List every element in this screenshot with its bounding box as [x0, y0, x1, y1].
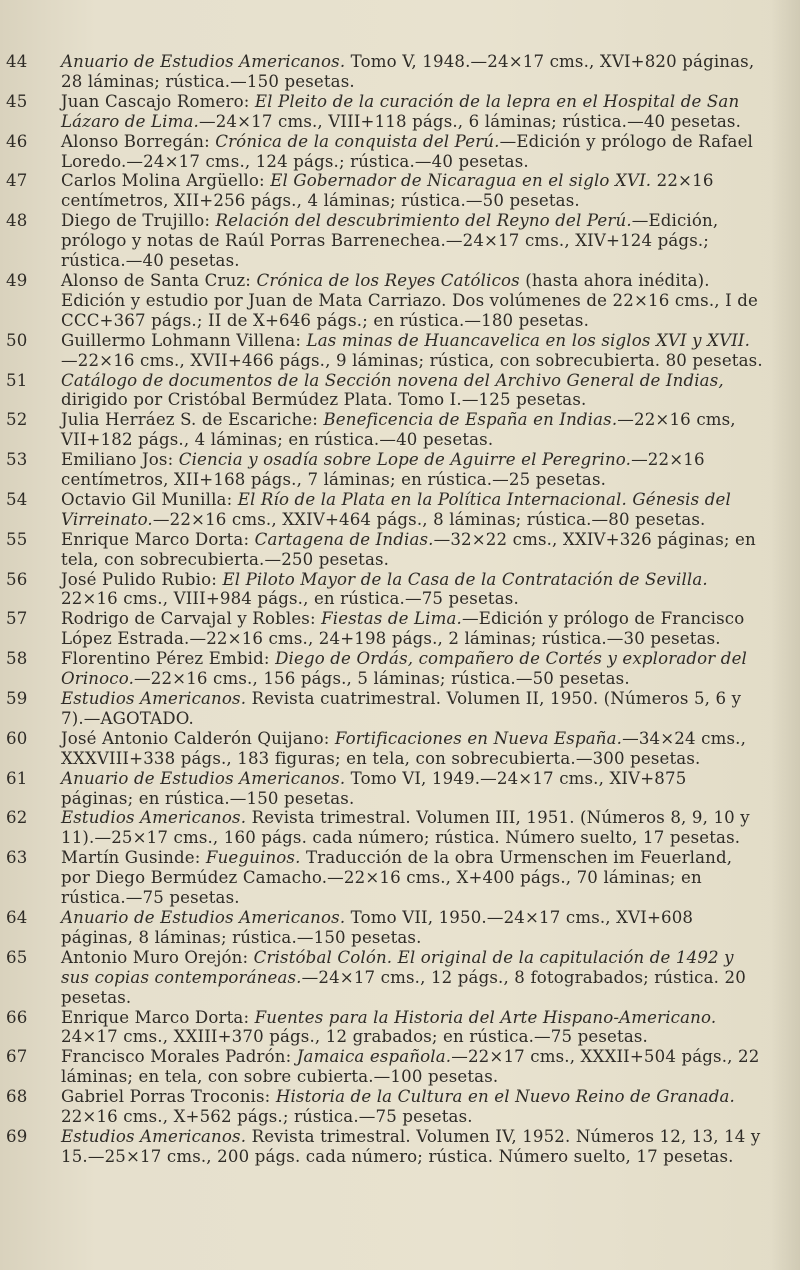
entry-details: —24×17 cms., 12 págs., 8 fotograbados; rústica. 20 pesetas. [61, 967, 746, 1007]
entry-number: 44 [6, 52, 28, 71]
list-item [0, 410, 800, 450]
entry-details: —Edición y prólogo de Rafael Loredo.—24×17 cms., 124 págs.; rústica.—40 pesetas. [61, 131, 753, 171]
entry-number: 59 [6, 689, 28, 708]
entry-title: El Río de la Plata en la Política Internacional. Génesis del Virreinato. [61, 489, 731, 529]
list-item [0, 1087, 800, 1127]
list-item [0, 609, 800, 649]
entry-details: Traducción de la obra Urmenschen im Feuerland, por Diego Bermúdez Camacho.—22×16 cms., X+400 págs., 70 láminas; en rústica.—75 pesetas. [61, 848, 733, 908]
entry-text [61, 948, 764, 1008]
entry-title: Relación del descubrimiento del Reyno del Perú. [215, 211, 632, 231]
entry-number: 56 [6, 569, 28, 589]
list-item [0, 371, 800, 411]
entry-text [61, 410, 764, 450]
entry-number: 54 [6, 489, 28, 509]
entry-text [61, 808, 764, 848]
list-item [0, 649, 800, 689]
entry-text [61, 908, 764, 948]
entry-number: 49 [6, 270, 28, 290]
entry-details: —Edición, prólogo y notas de Raúl Porras Barrenechea.—24×17 cms., XIV+124 págs.; rústica.—40 pesetas. [61, 211, 719, 271]
entry-title: Jamaica española. [296, 1047, 452, 1067]
entry-title: Las minas de Huancavelica en los siglos XVI y XVII. [306, 330, 751, 350]
entry-author: Rodrigo de Carvajal y Robles: [61, 609, 322, 629]
entry-title: El Pleito de la curación de la lepra en el Hospital de San Lázaro de Lima. [61, 91, 740, 131]
entry-text [61, 450, 764, 490]
entry-title: Historia de la Cultura en el Nuevo Reino de Granada. [275, 1087, 735, 1107]
entry-details: dirigido por Cristóbal Bermúdez Plata. Tomo I.—125 pesetas. [61, 390, 587, 410]
entry-number: 50 [6, 330, 28, 350]
entry-title: Estudios Americanos. [61, 1126, 247, 1146]
entry-author: José Pulido Rubio: [61, 569, 223, 589]
entry-text [61, 769, 764, 809]
list-item [0, 908, 800, 948]
entry-number: 58 [6, 649, 28, 669]
list-item [0, 769, 800, 809]
entry-title: Estudios Americanos. [61, 808, 247, 828]
entry-title: El Piloto Mayor de la Casa de la Contratación de Sevilla. [222, 569, 708, 589]
entry-title: Crónica de la conquista del Perú. [215, 131, 500, 151]
entry-number: 55 [6, 529, 28, 549]
page-edge-shadow [770, 0, 800, 1270]
entry-text [61, 271, 764, 331]
entry-number: 66 [6, 1007, 28, 1027]
entry-details: —22×16 centímetros, XII+168 págs., 7 láminas; en rústica.—25 pesetas. [61, 450, 705, 490]
entry-title: Fortificaciones en Nueva España. [334, 728, 623, 748]
entry-details: —32×22 cms., XXIV+326 páginas; en tela, con sobrecubierta.—250 pesetas. [61, 529, 756, 569]
entry-details: Revista trimestral. Volumen IV, 1952. Números 12, 13, 14 y 15.—25×17 cms., 200 págs. cada número; rústica. Número suelto, 17 pesetas. [61, 1126, 761, 1166]
entry-title: Beneficencia de España en Indias. [323, 410, 618, 430]
entry-details: Tomo VII, 1950.—24×17 cms., XVI+608 páginas, 8 láminas; rústica.—150 pesetas. [61, 907, 694, 947]
entry-number: 48 [6, 211, 28, 231]
entry-title: Estudios Americanos. [61, 689, 247, 708]
entry-title: Anuario de Estudios Americanos. [61, 907, 346, 927]
entry-author: Julia Herráez S. de Escariche: [61, 410, 324, 430]
entry-author: Octavio Gil Munilla: [61, 489, 238, 509]
entry-author: Enrique Marco Dorta: [61, 1007, 255, 1027]
entry-number: 63 [6, 848, 28, 868]
entry-author: Florentino Pérez Embid: [61, 649, 276, 669]
entry-text [61, 1127, 764, 1167]
list-item [0, 1127, 800, 1167]
entry-details: Revista trimestral. Volumen III, 1951. (Números 8, 9, 10 y 11).—25×17 cms., 160 págs. cada número; rústica. Número suelto, 17 pesetas. [61, 808, 750, 848]
list-item [0, 570, 800, 610]
entry-number: 46 [6, 131, 28, 151]
entry-number: 53 [6, 450, 28, 470]
entry-author: Martín Gusinde: [61, 848, 206, 868]
list-item [0, 948, 800, 1008]
entry-details: —24×17 cms., VIII+118 págs., 6 láminas; rústica.—40 pesetas. [198, 111, 742, 131]
entry-details: Tomo VI, 1949.—24×17 cms., XIV+875 páginas; en rústica.—150 pesetas. [61, 768, 687, 808]
list-item [0, 52, 800, 92]
entry-title: Cartagena de Indias. [254, 529, 434, 549]
list-item [0, 271, 800, 331]
entry-details: —22×16 cms., XXIV+464 págs., 8 láminas; rústica.—80 pesetas. [152, 509, 706, 529]
list-item [0, 1008, 800, 1048]
entry-author: Diego de Trujillo: [61, 211, 216, 231]
entry-number: 69 [6, 1126, 28, 1146]
list-item [0, 848, 800, 908]
entry-text [61, 171, 764, 211]
entry-text [61, 689, 764, 729]
entry-author: Carlos Molina Argüello: [61, 171, 271, 191]
entry-text [61, 609, 764, 649]
entry-details: Tomo V, 1948.—24×17 cms., XVI+820 páginas, 28 láminas; rústica.—150 pesetas. [61, 52, 755, 91]
entry-number: 67 [6, 1047, 28, 1067]
entry-number: 68 [6, 1087, 28, 1107]
list-item [0, 211, 800, 271]
entry-text [61, 490, 764, 530]
entry-text [61, 848, 764, 908]
entry-text [61, 92, 764, 132]
entry-details: Revista cuatrimestral. Volumen II, 1950. (Números 5, 6 y 7).—AGOTADO. [61, 689, 742, 728]
list-item [0, 530, 800, 570]
entry-details: —22×16 cms., XVII+466 págs., 9 láminas; rústica, con sobrecubierta. 80 pesetas. [61, 350, 763, 370]
entry-details: —Edición y prólogo de Francisco López Estrada.—22×16 cms., 24+198 págs., 2 láminas; rústica.—30 pesetas. [61, 609, 745, 649]
entry-number: 62 [6, 808, 28, 828]
entry-details: —22×16 cms., 156 págs., 5 láminas; rústica.—50 pesetas. [134, 669, 630, 689]
entry-details: —22×16 cms, VII+182 págs., 4 láminas; en rústica.—40 pesetas. [61, 410, 736, 450]
entry-title: Anuario de Estudios Americanos. [61, 768, 346, 788]
entry-text [61, 1008, 764, 1048]
entry-number: 60 [6, 728, 28, 748]
entry-details: 24×17 cms., XXIII+370 págs., 12 grabados; en rústica.—75 pesetas. [61, 1027, 648, 1047]
list-item [0, 808, 800, 848]
list-item [0, 729, 800, 769]
entry-author: Alonso Borregán: [61, 131, 216, 151]
entry-text [61, 649, 764, 689]
entry-author: Juan Cascajo Romero: [61, 91, 255, 111]
list-item [0, 490, 800, 530]
entry-details: (hasta ahora inédita). Edición y estudio por Juan de Mata Carriazo. Dos volúmenes de 22×16 cms., I de CCC+367 págs.; II de X+646 págs.; en rústica.—180 pesetas. [61, 270, 758, 330]
entry-title: El Gobernador de Nicaragua en el siglo XVI. [270, 171, 652, 191]
entry-author: Enrique Marco Dorta: [61, 529, 255, 549]
entry-details: 22×16 cms., X+562 págs.; rústica.—75 pesetas. [61, 1107, 473, 1127]
entry-title: Ciencia y osadía sobre Lope de Aguirre el Peregrino. [178, 450, 632, 470]
entry-author: Francisco Morales Padrón: [61, 1047, 297, 1067]
entry-text [61, 729, 764, 769]
entry-title: Crónica de los Reyes Católicos [256, 270, 520, 290]
entry-title: Fuentes para la Historia del Arte Hispano-Americano. [254, 1007, 717, 1027]
list-item [0, 689, 800, 729]
entry-text [61, 331, 764, 371]
entry-text [61, 371, 764, 411]
entry-title: Fiestas de Lima. [321, 609, 462, 629]
publication-list [0, 52, 800, 1167]
entry-number: 45 [6, 91, 28, 111]
list-item [0, 92, 800, 132]
entry-text [61, 570, 764, 610]
entry-number: 64 [6, 907, 28, 927]
entry-text [61, 132, 764, 172]
entry-number: 61 [6, 768, 28, 788]
entry-number: 57 [6, 609, 28, 629]
entry-number: 51 [6, 370, 28, 390]
entry-details: 22×16 centímetros, XII+256 págs., 4 láminas; rústica.—50 pesetas. [61, 171, 714, 211]
entry-details: 22×16 cms., VIII+984 págs., en rústica.—75 pesetas. [61, 589, 519, 609]
entry-author: Guillermo Lohmann Villena: [61, 330, 307, 350]
entry-text [61, 1087, 764, 1127]
entry-text [61, 211, 764, 271]
entry-title: Anuario de Estudios Americanos. [61, 52, 346, 71]
entry-number: 65 [6, 947, 28, 967]
entry-title: Cristóbal Colón. El original de la capitulación de 1492 y sus copias contemporáneas. [61, 947, 734, 987]
entry-text [61, 1047, 764, 1087]
entry-title: Catálogo de documentos de la Sección novena del Archivo General de Indias, [61, 370, 724, 390]
entry-details: —22×17 cms., XXXII+504 págs., 22 láminas; en tela, con sobre cubierta.—100 pesetas. [61, 1047, 760, 1087]
entry-number: 52 [6, 410, 28, 430]
entry-text [61, 52, 764, 92]
entry-author: Antonio Muro Orejón: [61, 947, 254, 967]
list-item [0, 1047, 800, 1087]
entry-author: José Antonio Calderón Quijano: [61, 728, 335, 748]
entry-author: Alonso de Santa Cruz: [61, 270, 257, 290]
entry-details: —34×24 cms., XXXVIII+338 págs., 183 figuras; en tela, con sobrecubierta.—300 pesetas. [61, 728, 746, 768]
entry-author: Emiliano Jos: [61, 450, 179, 470]
list-item [0, 171, 800, 211]
entry-title: Diego de Ordás, compañero de Cortés y explorador del Orinoco. [61, 649, 748, 689]
entry-title: Fueguinos. [205, 848, 301, 868]
entry-number: 47 [6, 171, 28, 191]
entry-text [61, 530, 764, 570]
list-item [0, 450, 800, 490]
list-item [0, 132, 800, 172]
entry-author: Gabriel Porras Troconis: [61, 1087, 276, 1107]
list-item [0, 331, 800, 371]
